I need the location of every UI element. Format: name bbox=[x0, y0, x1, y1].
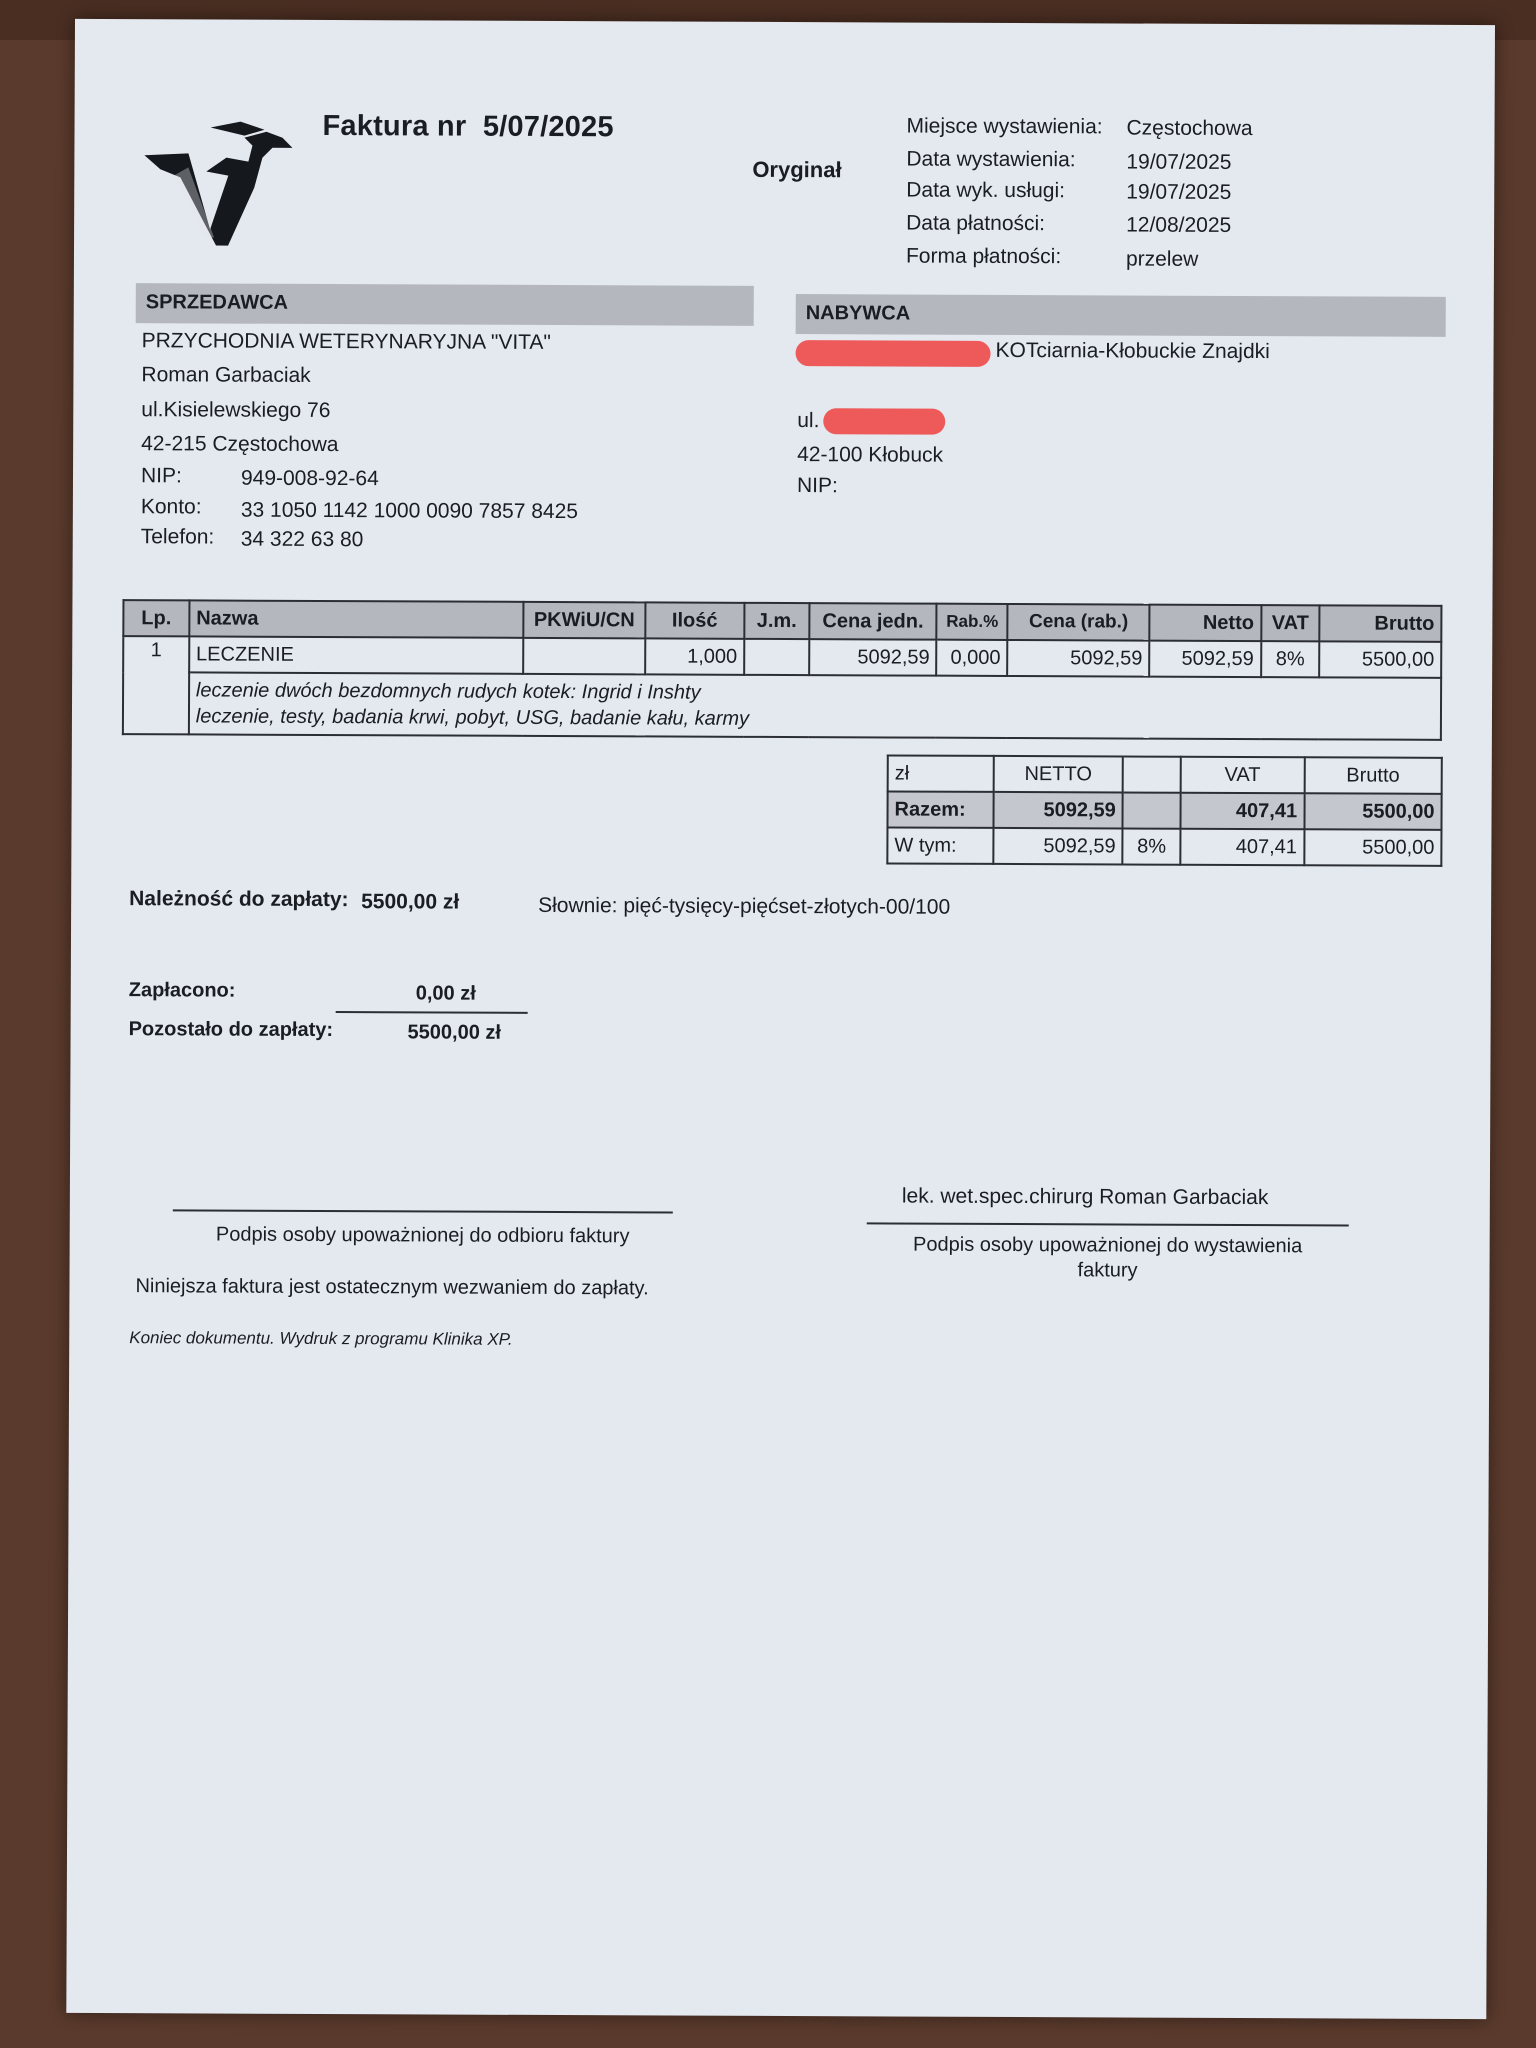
buyer-city: 42-100 Kłobuck bbox=[797, 443, 944, 467]
seller-header-bar bbox=[136, 283, 754, 326]
cell-discount: 0,000 bbox=[937, 640, 1008, 676]
cell-lp: 1 bbox=[123, 636, 189, 734]
buyer-header-bar bbox=[796, 294, 1446, 337]
cell-discounted-price: 5092,59 bbox=[1007, 640, 1149, 677]
item-description-line2: leczenie, testy, badania krwi, pobyt, USG, badanie kału, karmy bbox=[195, 705, 750, 730]
items-table bbox=[122, 599, 1443, 741]
item-description-line1: leczenie dwóch bezdomnych rudych kotek: Ingrid i Inshty bbox=[195, 679, 701, 704]
summary-total-gross: 5500,00 bbox=[1304, 793, 1442, 830]
right-signature-caption-line2: faktury bbox=[1077, 1259, 1138, 1282]
summary-col-vat: VAT bbox=[1181, 757, 1305, 794]
summary-incl-rate: 8% bbox=[1123, 828, 1181, 864]
summary-total-label: Razem: bbox=[887, 791, 993, 827]
amount-in-words: Słownie: pięć-tysięcy-pięćset-złotych-00/100 bbox=[538, 893, 951, 919]
summary-total-rate bbox=[1123, 792, 1181, 828]
meta-value-issue-date: 19/07/2025 bbox=[1126, 150, 1232, 174]
item-description bbox=[189, 672, 1441, 739]
right-signature-caption-line1: Podpis osoby upoważnionej do wystawienia bbox=[913, 1233, 1303, 1258]
buyer-header: NABYWCA bbox=[805, 302, 911, 325]
table-row bbox=[123, 636, 1441, 678]
cell-pkwiu bbox=[523, 638, 645, 675]
due-label: Należność do zapłaty: bbox=[129, 887, 349, 912]
meta-value-payment-date: 12/08/2025 bbox=[1126, 213, 1232, 237]
meta-label-place: Miejsce wystawienia: bbox=[906, 114, 1103, 139]
paid-amount: 0,00 zł bbox=[415, 982, 476, 1005]
col-header-name: Nazwa bbox=[189, 600, 523, 637]
col-header-unit-price: Cena jedn. bbox=[809, 603, 937, 640]
summary-incl-vat: 407,41 bbox=[1180, 829, 1304, 866]
clinic-logo bbox=[144, 117, 293, 266]
issuer-name: lek. wet.spec.chirurg Roman Garbaciak bbox=[901, 1184, 1269, 1210]
col-header-net: Netto bbox=[1149, 605, 1261, 641]
seller-city: 42-215 Częstochowa bbox=[141, 432, 339, 457]
seller-name: PRZYCHODNIA WETERYNARYJNA "VITA" bbox=[141, 329, 551, 354]
meta-value-payment-method: przelew bbox=[1125, 247, 1199, 271]
due-amount: 5500,00 zł bbox=[361, 890, 460, 914]
redaction-mark bbox=[795, 340, 990, 367]
cell-unit-price: 5092,59 bbox=[809, 639, 937, 676]
end-note: Koniec dokumentu. Wydruk z programu Klinika XP. bbox=[129, 1328, 513, 1349]
left-signature-caption: Podpis osoby upoważnionej do odbioru faktury bbox=[215, 1223, 630, 1248]
left-signature-line bbox=[173, 1209, 673, 1213]
cell-vat: 8% bbox=[1261, 641, 1320, 677]
seller-account: 33 1050 1142 1000 0090 7857 8425 bbox=[240, 498, 579, 524]
seller-nip-label: NIP: bbox=[140, 464, 182, 488]
items-table-header-row bbox=[123, 600, 1441, 642]
cell-unit bbox=[744, 639, 809, 675]
seller-person: Roman Garbaciak bbox=[141, 363, 311, 387]
cell-net: 5092,59 bbox=[1149, 641, 1261, 677]
col-header-qty: Ilość bbox=[645, 602, 744, 638]
buyer-nip-label: NIP: bbox=[796, 474, 838, 498]
summary-incl-gross: 5500,00 bbox=[1304, 829, 1442, 866]
copy-label: Oryginał bbox=[752, 156, 842, 183]
col-header-lp: Lp. bbox=[123, 600, 189, 636]
col-header-vat: VAT bbox=[1261, 605, 1320, 641]
remaining-label: Pozostało do zapłaty: bbox=[128, 1018, 334, 1042]
seller-phone: 34 322 63 80 bbox=[240, 527, 364, 552]
summary-total-row bbox=[887, 791, 1441, 829]
summary-col-rate bbox=[1123, 756, 1181, 792]
seller-header: SPRZEDAWCA bbox=[145, 291, 289, 314]
summary-incl-label: W tym: bbox=[887, 827, 993, 863]
paid-underline bbox=[336, 1011, 528, 1014]
redaction-mark bbox=[823, 408, 945, 435]
remaining-amount: 5500,00 zł bbox=[407, 1021, 502, 1044]
seller-nip: 949-008-92-64 bbox=[240, 466, 379, 491]
meta-label-payment-date: Data płatności: bbox=[906, 211, 1046, 236]
final-notice: Niniejsza faktura jest ostatecznym wezwaniem do zapłaty. bbox=[135, 1275, 649, 1300]
summary-table bbox=[886, 754, 1442, 866]
meta-value-place: Częstochowa bbox=[1126, 116, 1253, 141]
summary-header-row bbox=[888, 755, 1442, 793]
summary-incl-row bbox=[887, 827, 1441, 865]
summary-incl-net: 5092,59 bbox=[993, 828, 1123, 865]
col-header-discounted-price: Cena (rab.) bbox=[1008, 604, 1150, 641]
meta-label-issue-date: Data wystawienia: bbox=[906, 147, 1076, 172]
invoice-paper bbox=[66, 19, 1495, 2019]
summary-col-gross: Brutto bbox=[1304, 757, 1442, 794]
meta-label-payment-method: Forma płatności: bbox=[905, 244, 1062, 269]
cell-gross: 5500,00 bbox=[1319, 641, 1441, 678]
summary-col-net: NETTO bbox=[993, 756, 1123, 793]
buyer-name: KOTciarnia-Kłobuckie Znajdki bbox=[995, 338, 1270, 364]
buyer-street-prefix: ul. bbox=[797, 409, 820, 433]
invoice-title-prefix: Faktura nr bbox=[322, 109, 467, 143]
col-header-unit: J.m. bbox=[744, 603, 809, 639]
meta-label-service-date: Data wyk. usługi: bbox=[906, 178, 1066, 203]
item-description-row bbox=[123, 672, 1441, 740]
cell-name: LECZENIE bbox=[189, 636, 523, 673]
paid-label: Zapłacono: bbox=[128, 979, 236, 1002]
seller-phone-label: Telefon: bbox=[140, 525, 215, 549]
invoice-title bbox=[322, 110, 613, 144]
col-header-pkwiu: PKWiU/CN bbox=[523, 602, 645, 639]
seller-account-label: Konto: bbox=[140, 495, 202, 519]
seller-street: ul.Kisielewskiego 76 bbox=[141, 398, 331, 423]
meta-value-service-date: 19/07/2025 bbox=[1126, 180, 1232, 204]
summary-total-net: 5092,59 bbox=[993, 792, 1123, 829]
invoice-number: 5/07/2025 bbox=[482, 110, 614, 144]
cell-qty: 1,000 bbox=[645, 638, 744, 674]
col-header-gross: Brutto bbox=[1320, 605, 1442, 642]
right-signature-line bbox=[867, 1222, 1349, 1226]
summary-currency: zł bbox=[888, 755, 994, 791]
col-header-discount: Rab.% bbox=[937, 604, 1008, 640]
summary-total-vat: 407,41 bbox=[1181, 793, 1305, 830]
